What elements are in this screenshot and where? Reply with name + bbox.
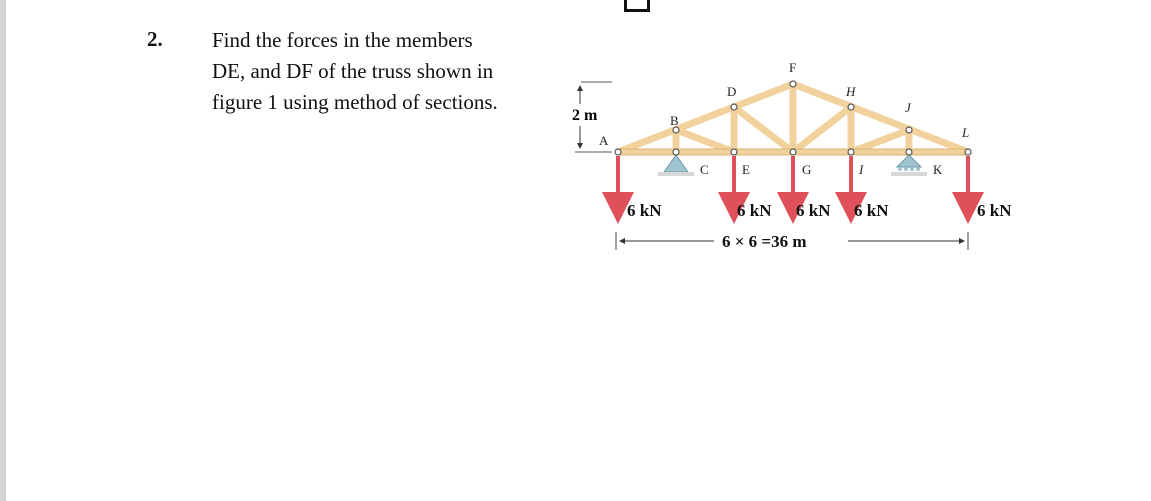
- load-labels: [627, 201, 1012, 220]
- joint-label-a: A: [599, 133, 609, 148]
- height-label: 2 m: [572, 107, 598, 124]
- joint-label-h: H: [846, 84, 856, 99]
- joint-label-b: B: [670, 113, 679, 128]
- load-label-3: 6 kN: [796, 201, 831, 220]
- problem-number: 2.: [147, 27, 163, 51]
- joint-label-k: K: [933, 162, 943, 177]
- load-label-4: 6 kN: [854, 201, 889, 220]
- joint-label-c: C: [700, 162, 709, 177]
- problem-line-2: DE, and DF of the truss shown in: [212, 59, 494, 83]
- joint-label-g: G: [802, 162, 812, 177]
- load-label-2: 6 kN: [737, 201, 772, 220]
- joint-label-d: D: [727, 84, 737, 99]
- joint-label-l: L: [962, 125, 970, 140]
- problem-line-1: Find the forces in the members: [212, 28, 473, 52]
- pin-support: [658, 155, 694, 176]
- load-label-1: 6 kN: [627, 201, 662, 220]
- joint-label-j: J: [905, 100, 911, 115]
- load-label-5: 6 kN: [977, 201, 1012, 220]
- problem-line-3: figure 1 using method of sections.: [212, 90, 498, 114]
- roller-support: [891, 155, 927, 176]
- span-label: 6 × 6 =36 m: [722, 232, 807, 251]
- joint-label-e: E: [742, 162, 750, 177]
- joint-label-f: F: [789, 60, 797, 75]
- joint-label-i: I: [859, 162, 864, 177]
